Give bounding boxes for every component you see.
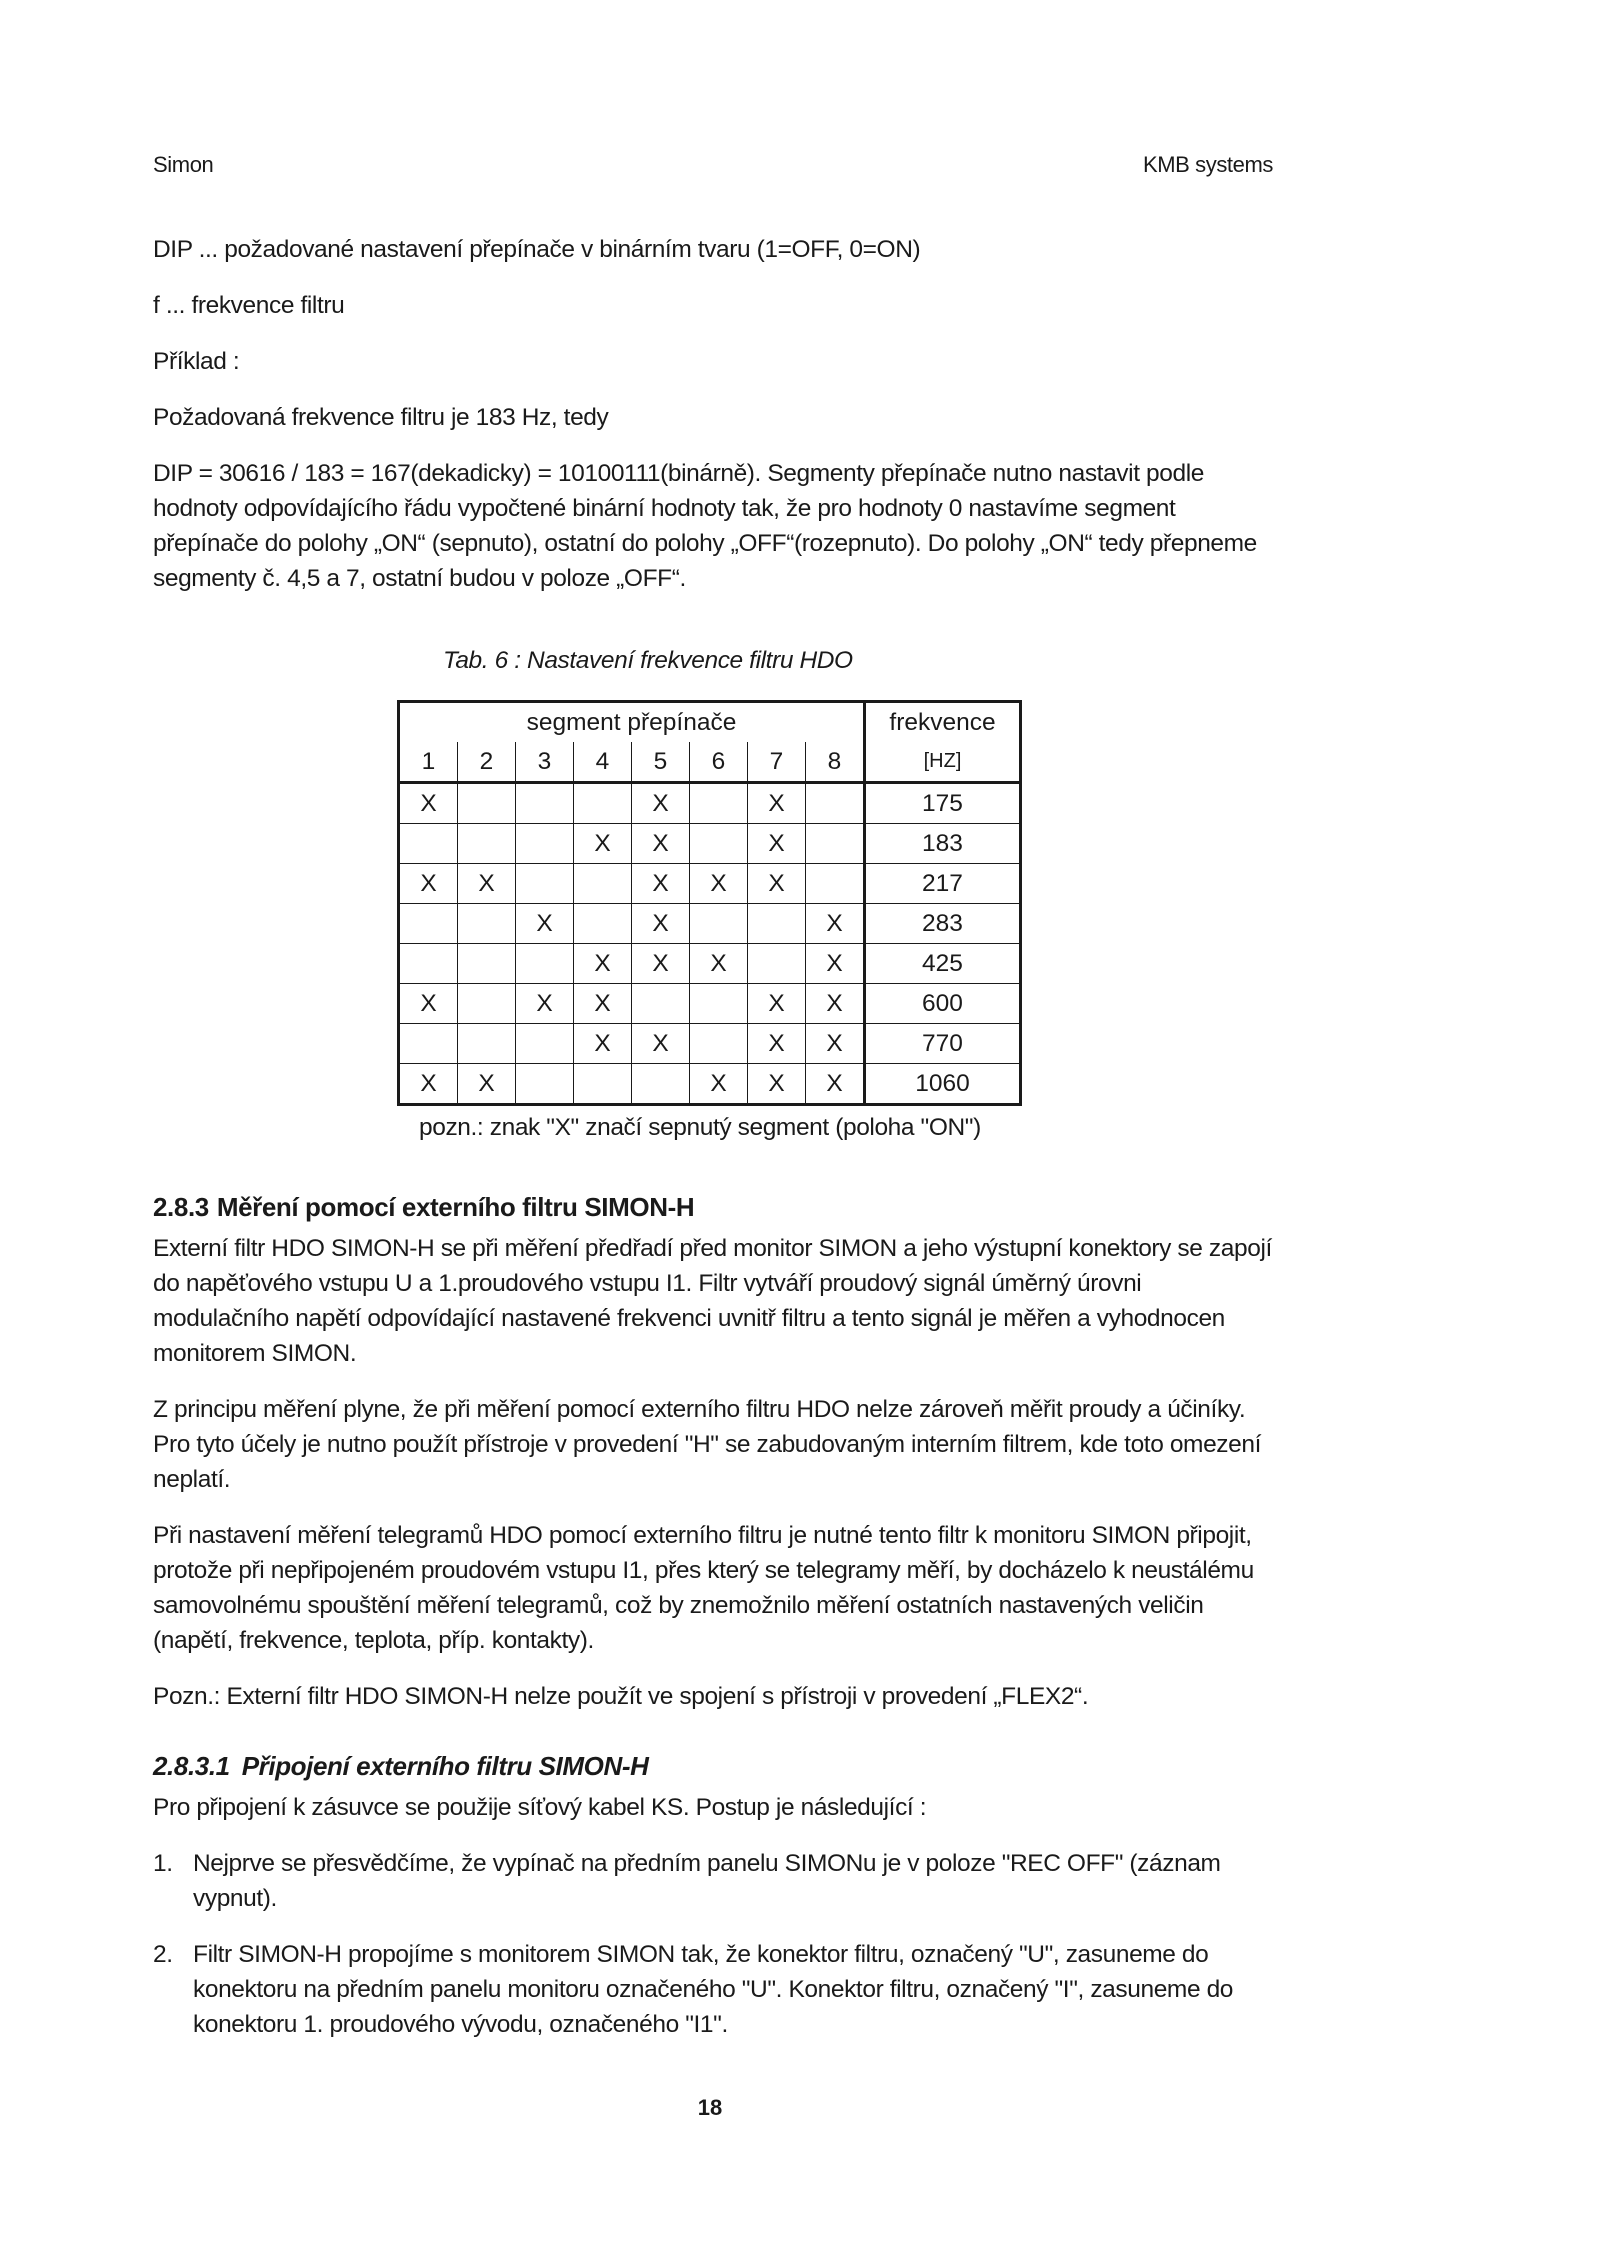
page-header bbox=[153, 150, 1273, 180]
table-note: pozn.: znak "X" značí sepnutý segment (poloha "ON") bbox=[419, 1114, 981, 1141]
table-cell: X bbox=[399, 783, 458, 824]
table-cell: X bbox=[399, 984, 458, 1024]
table-subheader-row bbox=[399, 742, 1021, 783]
table-cell: X bbox=[632, 783, 690, 824]
table-cell bbox=[574, 904, 632, 944]
table-caption: Tab. 6 : Nastavení frekvence filtru HDO bbox=[443, 647, 853, 674]
table-cell bbox=[632, 1064, 690, 1105]
example-calculation: DIP = 30616 / 183 = 167(dekadicky) = 10100111(binárně). Segmenty přepínače nutno nastavit podle hodnoty odpovídajícího řádu vypočtené binární hodnoty tak, že pro hodnoty 0 nastavíme segment přepínače do polohy „ON“ (sepnuto), ostatní do polohy „OFF“(rozepnuto). Do polohy „ON“ tedy přepneme segmenty č. 4,5 a 7, ostatní budou v poloze „OFF“. bbox=[153, 460, 1257, 592]
list-item bbox=[153, 1937, 1273, 2042]
table-cell: X bbox=[748, 1024, 806, 1064]
step-text: Filtr SIMON-H propojíme s monitorem SIMON tak, že konektor filtru, označený "U", zasuneme do konektoru na předním panelu monitoru označeného "U". Konektor filtru, označený "I", zasuneme do konektoru 1. proudového vývodu, označeného "I1". bbox=[193, 1941, 1234, 2038]
table-cell bbox=[458, 824, 516, 864]
table-cell: X bbox=[632, 1024, 690, 1064]
step-number: 2. bbox=[153, 1941, 173, 1968]
table-row bbox=[399, 824, 1021, 864]
page-number: 18 bbox=[697, 2095, 723, 2120]
table-cell: X bbox=[574, 984, 632, 1024]
table-cell bbox=[690, 984, 748, 1024]
table-cell: X bbox=[574, 824, 632, 864]
table-cell: X bbox=[806, 1024, 865, 1064]
table-cell bbox=[399, 824, 458, 864]
subsection-heading-2-8-3-1 bbox=[153, 1748, 1273, 1784]
subsection-title: Připojení externího filtru SIMON-H bbox=[241, 1751, 649, 1781]
table-cell: X bbox=[516, 984, 574, 1024]
paragraph: Z principu měření plyne, že při měření pomocí externího filtru HDO nelze zároveň měřit proudy a účiníky. Pro tyto účely je nutno použít přístroje v provedení "H" se zabudovaným interním filtrem, kde toto omezení neplatí. bbox=[153, 1396, 1261, 1493]
frequency-unit: [HZ] bbox=[865, 742, 1021, 783]
paragraph: Externí filtr HDO SIMON-H se při měření předřadí před monitor SIMON a jeho výstupní konektory se zapojí do napěťového vstupu U a 1.proudového vstupu I1. Filtr vytváří proudový signál úměrný úrovni modulačního napětí odpovídající nastavené frekvenci uvnitř filtru a tento signál je měřen a vyhodnocen monitorem SIMON. bbox=[153, 1235, 1272, 1367]
paragraph: Při nastavení měření telegramů HDO pomocí externího filtru je nutné tento filtr k monitoru SIMON připojit, protože při nepřipojeném proudovém vstupu I1, přes který se telegramy měří, by docházelo k neustálému samovolnému spouštění měření telegramů, což by znemožnilo měření ostatních nastavených veličin (napětí, frekvence, teplota, příp. kontakty). bbox=[153, 1522, 1254, 1654]
table-cell bbox=[748, 904, 806, 944]
table-cell bbox=[516, 1024, 574, 1064]
table-cell: X bbox=[690, 944, 748, 984]
table-cell bbox=[458, 904, 516, 944]
table-cell bbox=[516, 783, 574, 824]
f-definition: f ... frekvence filtru bbox=[153, 292, 345, 319]
table-cell: X bbox=[632, 864, 690, 904]
table-cell bbox=[458, 984, 516, 1024]
table-cell bbox=[806, 864, 865, 904]
frequency-table bbox=[397, 700, 1022, 1106]
paragraph: Pozn.: Externí filtr HDO SIMON-H nelze použít ve spojení s přístroji v provedení „FLEX2“. bbox=[153, 1683, 1089, 1710]
table-cell: X bbox=[399, 864, 458, 904]
frequency-cell: 183 bbox=[865, 824, 1021, 864]
table-cell bbox=[399, 1024, 458, 1064]
table-cell: X bbox=[806, 1064, 865, 1105]
section-number: 2.8.3 bbox=[153, 1192, 209, 1222]
frequency-cell: 600 bbox=[865, 984, 1021, 1024]
segment-number: 6 bbox=[690, 742, 748, 783]
table-cell bbox=[399, 904, 458, 944]
table-cell: X bbox=[574, 1024, 632, 1064]
example-line: Požadovaná frekvence filtru je 183 Hz, tedy bbox=[153, 404, 609, 431]
table-row bbox=[399, 864, 1021, 904]
section-title: Měření pomocí externího filtru SIMON-H bbox=[216, 1192, 695, 1222]
frequency-cell: 283 bbox=[865, 904, 1021, 944]
table-cell bbox=[574, 864, 632, 904]
page-content bbox=[153, 150, 1273, 2063]
table-cell: X bbox=[748, 984, 806, 1024]
dip-definition: DIP ... požadované nastavení přepínače v binárním tvaru (1=OFF, 0=ON) bbox=[153, 236, 921, 263]
table-cell bbox=[458, 1024, 516, 1064]
frequency-cell: 770 bbox=[865, 1024, 1021, 1064]
table-cell: X bbox=[690, 1064, 748, 1105]
subsection-number: 2.8.3.1 bbox=[153, 1751, 230, 1781]
table-cell: X bbox=[748, 824, 806, 864]
frequency-header: frekvence bbox=[865, 702, 1021, 743]
list-item bbox=[153, 1846, 1273, 1916]
table-cell bbox=[690, 824, 748, 864]
table-cell: X bbox=[632, 944, 690, 984]
table-row bbox=[399, 904, 1021, 944]
segment-number: 3 bbox=[516, 742, 574, 783]
table-cell: X bbox=[748, 783, 806, 824]
table-cell bbox=[516, 864, 574, 904]
table-cell: X bbox=[690, 864, 748, 904]
step-number: 1. bbox=[153, 1850, 173, 1877]
segment-number: 8 bbox=[806, 742, 865, 783]
segment-number: 5 bbox=[632, 742, 690, 783]
table-cell: X bbox=[806, 984, 865, 1024]
table-row bbox=[399, 984, 1021, 1024]
table-cell bbox=[516, 1064, 574, 1105]
frequency-cell: 1060 bbox=[865, 1064, 1021, 1105]
header-right: KMB systems bbox=[1142, 152, 1273, 177]
table-cell: X bbox=[806, 944, 865, 984]
frequency-cell: 217 bbox=[865, 864, 1021, 904]
table-cell bbox=[690, 783, 748, 824]
section-heading-2-8-3 bbox=[153, 1189, 1273, 1225]
segment-number: 7 bbox=[748, 742, 806, 783]
frequency-cell: 175 bbox=[865, 783, 1021, 824]
segment-header: segment přepínače bbox=[399, 702, 865, 743]
table-cell bbox=[574, 1064, 632, 1105]
table-cell bbox=[458, 783, 516, 824]
table-cell: X bbox=[632, 824, 690, 864]
table-cell bbox=[748, 944, 806, 984]
table-row bbox=[399, 783, 1021, 824]
table-cell bbox=[516, 944, 574, 984]
table-cell bbox=[806, 783, 865, 824]
frequency-cell: 425 bbox=[865, 944, 1021, 984]
subsection-intro: Pro připojení k zásuvce se použije síťový kabel KS. Postup je následující : bbox=[153, 1794, 927, 1821]
example-label: Příklad : bbox=[153, 348, 240, 375]
table-row bbox=[399, 944, 1021, 984]
step-text: Nejprve se přesvědčíme, že vypínač na předním panelu SIMONu je v poloze "REC OFF" (záznam vypnut). bbox=[193, 1850, 1221, 1912]
table-cell bbox=[458, 944, 516, 984]
table-row bbox=[399, 1064, 1021, 1105]
table-cell: X bbox=[399, 1064, 458, 1105]
table-cell bbox=[806, 824, 865, 864]
table-cell bbox=[516, 824, 574, 864]
table-cell: X bbox=[574, 944, 632, 984]
table-cell bbox=[690, 1024, 748, 1064]
table-cell: X bbox=[748, 864, 806, 904]
table-cell bbox=[690, 904, 748, 944]
table-cell: X bbox=[632, 904, 690, 944]
table-cell bbox=[632, 984, 690, 1024]
segment-number: 4 bbox=[574, 742, 632, 783]
table-cell: X bbox=[458, 1064, 516, 1105]
steps-list bbox=[153, 1846, 1273, 2042]
table-cell: X bbox=[748, 1064, 806, 1105]
table-cell bbox=[399, 944, 458, 984]
table-row bbox=[399, 1024, 1021, 1064]
table-cell: X bbox=[458, 864, 516, 904]
segment-number: 2 bbox=[458, 742, 516, 783]
table-header-row bbox=[399, 702, 1021, 743]
segment-number: 1 bbox=[399, 742, 458, 783]
table-cell: X bbox=[806, 904, 865, 944]
table-cell: X bbox=[516, 904, 574, 944]
table-cell bbox=[574, 783, 632, 824]
header-left: Simon bbox=[153, 152, 214, 177]
